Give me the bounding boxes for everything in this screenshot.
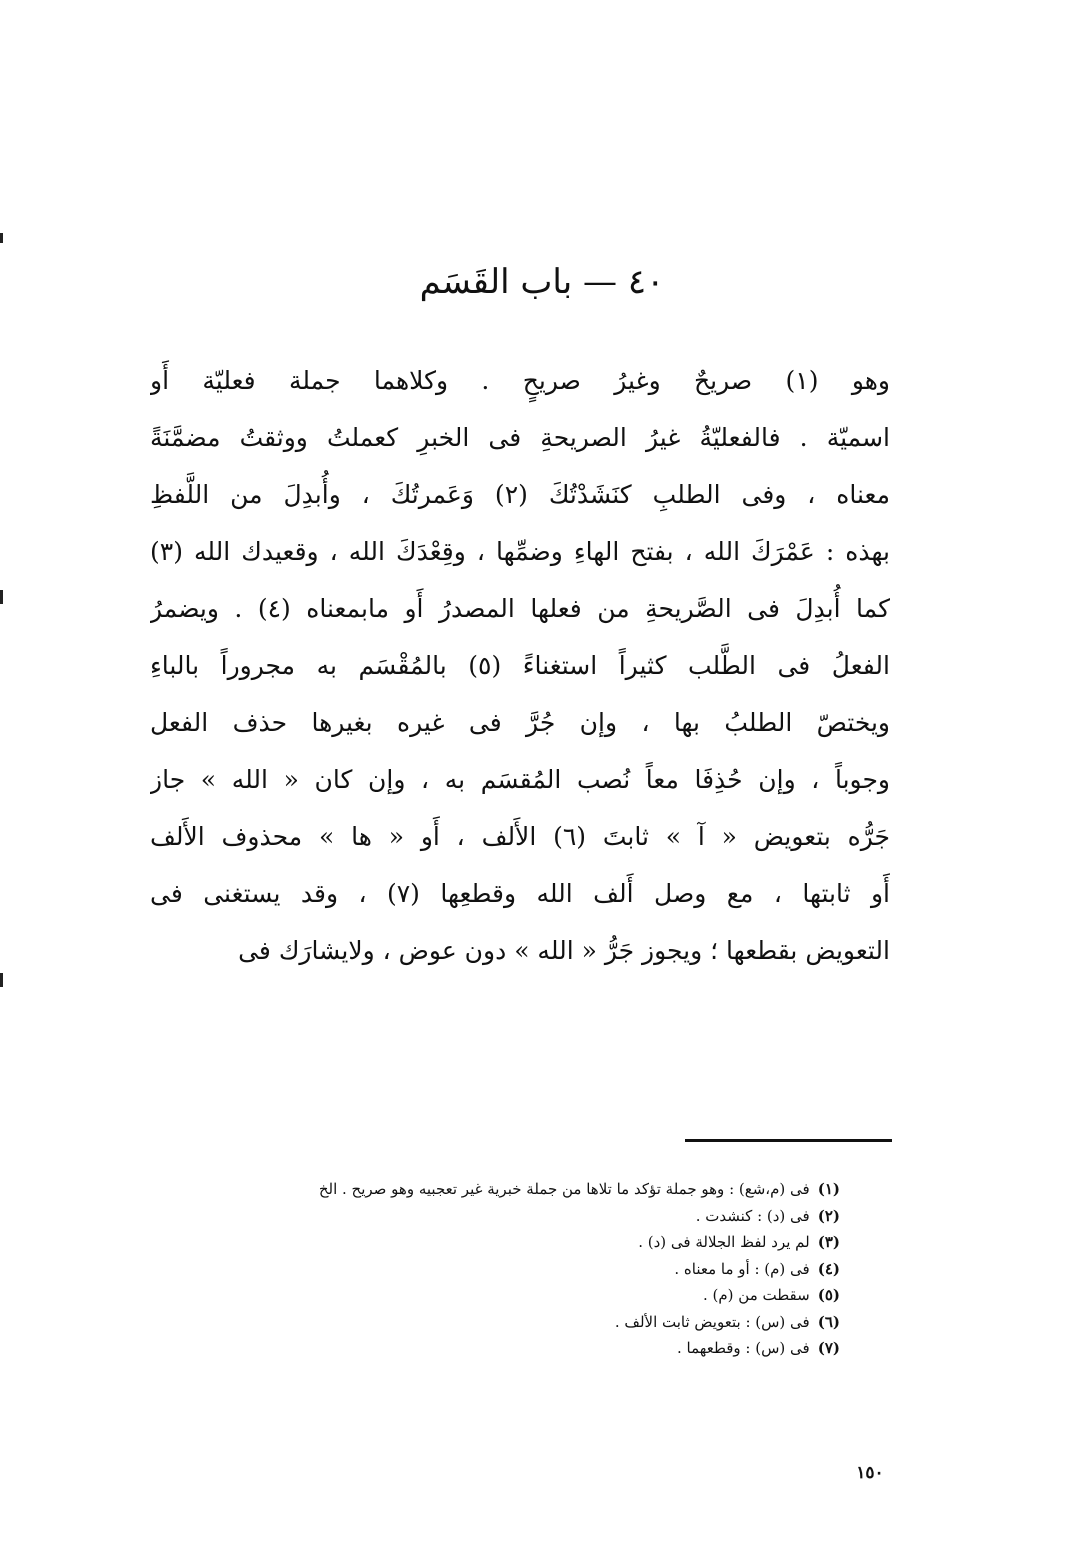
footnote-text: فى (د) : كنشدت . — [695, 1206, 810, 1225]
footnote-text: سقطت من (م) . — [703, 1286, 810, 1304]
body-line: وهو (١) صريحٌ وغيرُ صريحٍ . وكلاهما جملة فعليّة أَو — [150, 366, 890, 395]
body-line: التعويض بقطعها ؛ ويجوز جَرُّ « الله » دون عوض ، ولايشارَك فى — [238, 936, 890, 965]
footnote-number: (٤) — [817, 1259, 840, 1278]
body-line: اسميّة . فالفعليّةُ غيرُ الصريحةِ فى الخبرِ كعملتُ ووثقتُ مضمَّنَةً — [150, 423, 890, 452]
body-text — [150, 352, 890, 979]
body-line: أَو ثابتها ، مع وصل أَلف الله وقطعِها (٧) ، وقد يستغنى فى — [150, 879, 890, 908]
footnote-separator — [685, 1139, 892, 1142]
footnote-number: (٧) — [817, 1339, 840, 1357]
scan-edge-mark — [0, 233, 3, 243]
footnote-item — [420, 1309, 840, 1336]
page-number: ١٥٠ — [856, 1463, 884, 1483]
body-line: بهذه : عَمْرَكَ الله ، بفتح الهاءِ وضمِّها ، وقِعْدَكَ الله ، وقعيدك الله (٣) — [150, 537, 890, 566]
body-line: كما أُبدِلَ فى الصَّريحةِ من فعلها المصدرُ أَو مابمعناه (٤) . ويضمرُ — [150, 594, 890, 623]
footnote-item — [420, 1229, 840, 1256]
footnote-text: فى (س) : وقطعهما . — [677, 1339, 810, 1357]
body-line: وجوباً ، وإن حُذِفَا معاً نُصب المُقسَم به ، وإن كان « الله » جاز — [150, 765, 890, 794]
body-line: جَرُّه بتعويض « آ » ثابتَ (٦) الأَلف ، أَو « ها » محذوف الأَلف — [150, 822, 890, 851]
footnote-number: (٢) — [817, 1206, 840, 1225]
body-line: الفعلُ فى الطَّلب كثيراً استغناءً (٥) بالمُقْسَم به مجروراً بالباءِ — [150, 651, 890, 680]
footnote-text: فى (س) : بتعويض ثابت الألف . — [614, 1312, 810, 1331]
footnote-item — [318, 1176, 840, 1203]
scan-edge-mark — [0, 973, 3, 987]
footnotes — [318, 1176, 840, 1362]
body-line: ويختصّ الطلبُ بها ، وإن جُرَّ فى غيره بغيرها حذف الفعل — [150, 708, 890, 737]
scan-edge-mark — [0, 590, 3, 604]
footnote-item — [420, 1203, 840, 1230]
footnote-text: لم يرد لفظ الجلالة فى (د) . — [638, 1233, 810, 1251]
footnote-number: (٦) — [817, 1312, 840, 1331]
footnote-item — [420, 1282, 840, 1309]
footnote-text: فى (م،شع) : وهو جملة تؤكد ما تلاها من جملة خبرية غير تعجبيه وهو صريح . الخ — [318, 1180, 810, 1198]
footnote-item — [420, 1335, 840, 1362]
footnote-number: (٥) — [817, 1286, 840, 1304]
footnote-number: (١) — [817, 1180, 840, 1198]
body-line: معناه ، وفى الطلبِ كنَشَدْتُكَ (٢) وَعَمرتُكَ ، وأُبدِلَ من اللَّفظِ — [150, 480, 890, 509]
chapter-title: ٤٠ — باب القَسَم — [419, 262, 665, 302]
footnote-text: فى (م) : أو ما معناه . — [674, 1259, 810, 1278]
footnote-item — [420, 1256, 840, 1283]
footnote-number: (٣) — [817, 1233, 840, 1251]
